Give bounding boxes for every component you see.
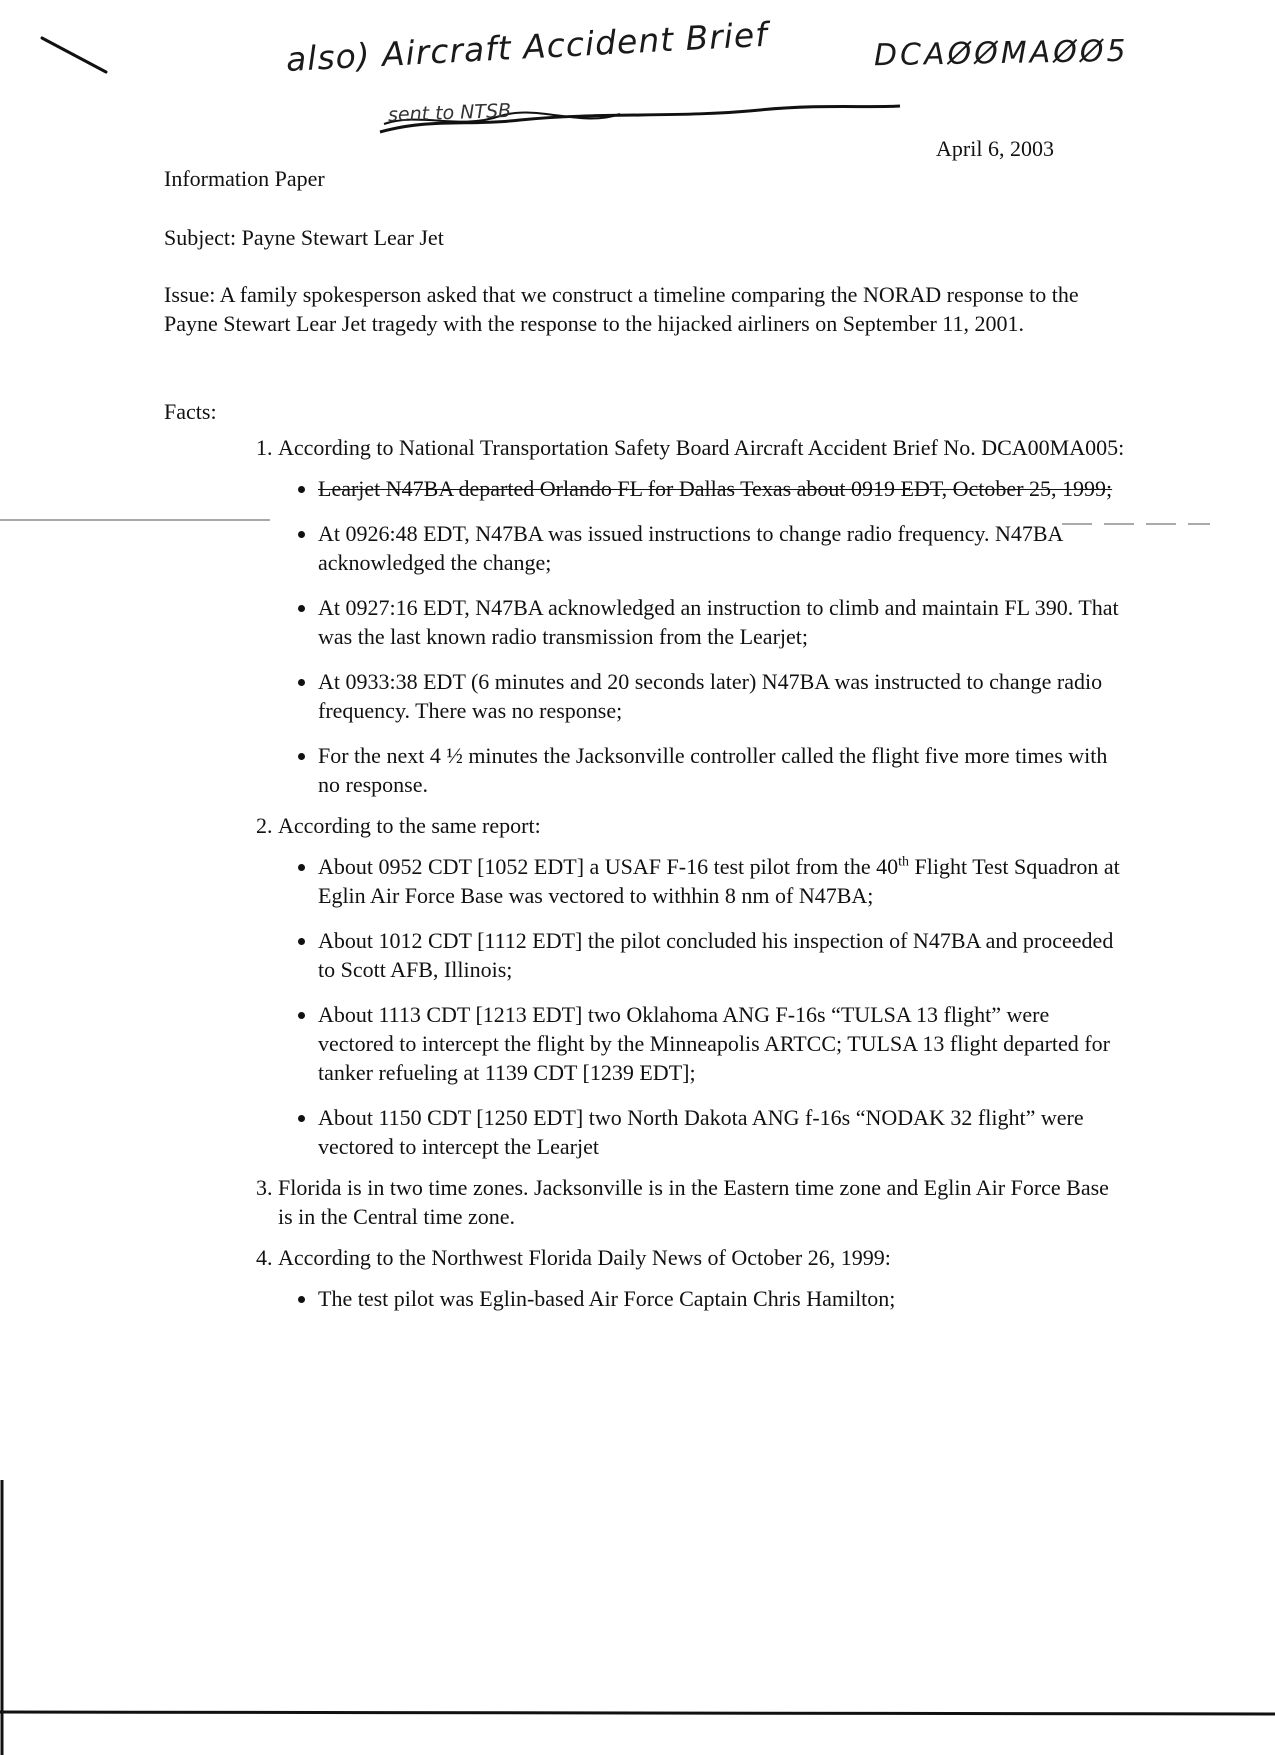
facts-list bbox=[230, 433, 1128, 1325]
superscript: th bbox=[898, 854, 910, 870]
pen-stroke-mark bbox=[42, 38, 106, 72]
fact-text: According to the Northwest Florida Daily News of October 26, 1999: bbox=[278, 1245, 891, 1270]
bottom-scan-line bbox=[0, 1712, 1275, 1714]
bullet-item bbox=[318, 474, 1128, 503]
bullet-item bbox=[318, 519, 1128, 577]
bullet-text: For the next 4 ½ minutes the Jacksonville controller called the flight five more times with no response. bbox=[318, 743, 1108, 797]
bullet-text: About 1150 CDT [1250 EDT] two North Dakota ANG f-16s “NODAK 32 flight” were vectored to intercept the Learjet bbox=[318, 1105, 1084, 1159]
bullet-text: Learjet N47BA departed Orlando FL for Dallas Texas about 0919 EDT, October 25, 1999; bbox=[318, 476, 1113, 501]
fact-item bbox=[278, 1173, 1128, 1231]
issue-paragraph: Issue: A family spokesperson asked that we construct a timeline comparing the NORAD response to the Payne Stewart Lear Jet tragedy with the response to the hijacked airliners on September 11, 2001. bbox=[164, 282, 1079, 336]
bullet-text: The test pilot was Eglin-based Air Force Captain Chris Hamilton; bbox=[318, 1286, 896, 1311]
bullet-item bbox=[318, 926, 1128, 984]
fact-bullets bbox=[278, 474, 1128, 799]
bullet-item bbox=[318, 852, 1128, 910]
bullet-text-part: Flight Test Squadron at Eglin Air Force Base was vectored to withhin 8 nm of N47BA; bbox=[318, 854, 1120, 908]
fact-text: Florida is in two time zones. Jacksonville is in the Eastern time zone and Eglin Air Force Base is in the Central time zone. bbox=[278, 1175, 1109, 1229]
fact-item bbox=[278, 811, 1128, 1161]
bullet-item bbox=[318, 1284, 1128, 1313]
bullet-text: At 0926:48 EDT, N47BA was issued instructions to change radio frequency. N47BA acknowledged the change; bbox=[318, 521, 1063, 575]
bullet-item bbox=[318, 667, 1128, 725]
document-type: Information Paper bbox=[164, 166, 325, 191]
handwritten-struck-note: sent to NTSB bbox=[387, 99, 512, 127]
fact-item bbox=[278, 433, 1128, 799]
facts-heading: Facts: bbox=[164, 399, 217, 424]
bullet-text: About 1012 CDT [1112 EDT] the pilot concluded his inspection of N47BA and proceeded to Scott AFB, Illinois; bbox=[318, 928, 1114, 982]
document-date: April 6, 2003 bbox=[936, 136, 1054, 161]
fact-item bbox=[278, 1243, 1128, 1313]
bullet-item bbox=[318, 741, 1128, 799]
fact-text: According to the same report: bbox=[278, 813, 541, 838]
bullet-item bbox=[318, 1000, 1128, 1087]
fact-text: According to National Transportation Safety Board Aircraft Accident Brief No. DCA00MA005: bbox=[278, 435, 1125, 460]
handwritten-code: DCAØØMAØØ5 bbox=[873, 33, 1129, 74]
fact-bullets bbox=[278, 852, 1128, 1161]
bullet-text: About 1113 CDT [1213 EDT] two Oklahoma ANG F-16s “TULSA 13 flight” were vectored to intercept the flight by the Minneapolis ARTCC; TULSA 13 flight departed for tanker refueling at 1139 CDT [1239 EDT]; bbox=[318, 1002, 1110, 1085]
document-subject: Subject: Payne Stewart Lear Jet bbox=[164, 225, 444, 250]
handwritten-annotation: also) Aircraft Accident Brief bbox=[284, 14, 769, 79]
fact-bullets bbox=[278, 1284, 1128, 1313]
bullet-text-part: About 0952 CDT [1052 EDT] a USAF F-16 test pilot from the 40 bbox=[318, 854, 899, 879]
bullet-text: At 0927:16 EDT, N47BA acknowledged an instruction to climb and maintain FL 390. That was the last known radio transmission from the Learjet; bbox=[318, 595, 1119, 649]
bullet-item bbox=[318, 593, 1128, 651]
bullet-item bbox=[318, 1103, 1128, 1161]
bullet-text: At 0933:38 EDT (6 minutes and 20 seconds later) N47BA was instructed to change radio frequency. There was no response; bbox=[318, 669, 1103, 723]
